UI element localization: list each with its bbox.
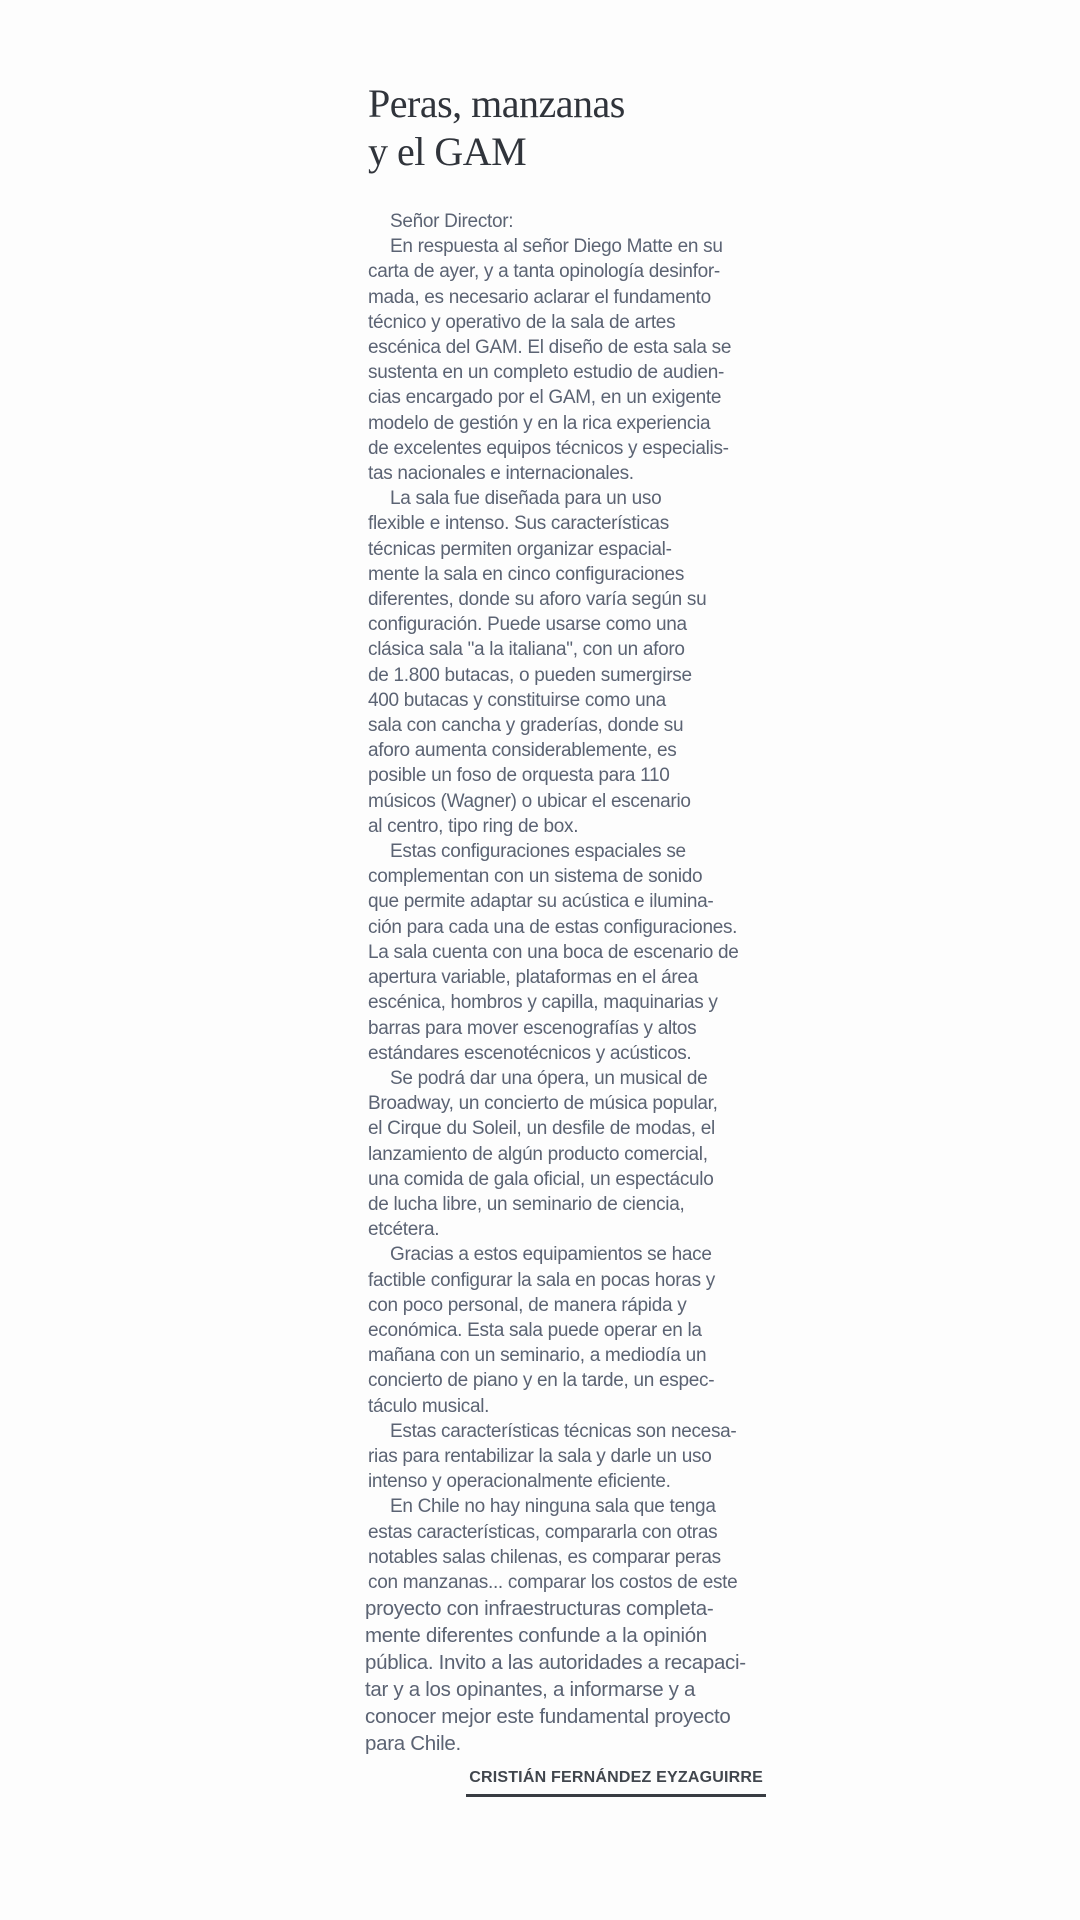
text-line: mente la sala en cinco configuraciones bbox=[368, 563, 685, 585]
text-line: al centro, tipo ring de box. bbox=[368, 815, 579, 837]
text-line: concierto de piano y en la tarde, un espec- bbox=[368, 1370, 715, 1392]
text-line: sustenta en un completo estudio de audien- bbox=[368, 362, 725, 384]
paragraph bbox=[365, 1494, 780, 1757]
text-line: diferentes, donde su aforo varía según su bbox=[368, 589, 707, 611]
text-line: aforo aumenta considerablemente, es bbox=[368, 740, 677, 762]
text-line: pública. Invito a las autoridades a recapaci- bbox=[365, 1651, 746, 1675]
text-line: La sala cuenta con una boca de escenario de bbox=[368, 941, 739, 963]
text-line: técnicas permiten organizar espacial- bbox=[368, 538, 672, 560]
text-line: tas nacionales e internacionales. bbox=[368, 463, 634, 485]
paragraph bbox=[368, 234, 780, 486]
text-line: En respuesta al señor Diego Matte en su bbox=[390, 236, 723, 258]
title-line: y el GAM bbox=[368, 129, 527, 174]
text-line: Gracias a estos equipamientos se hace bbox=[390, 1244, 712, 1266]
paragraph bbox=[368, 1242, 780, 1418]
text-line: La sala fue diseñada para un uso bbox=[390, 488, 662, 510]
text-line: Estas características técnicas son necesa- bbox=[390, 1420, 737, 1442]
text-line: de excelentes equipos técnicos y especialis- bbox=[368, 437, 729, 459]
text-line: En Chile no hay ninguna sala que tenga bbox=[390, 1496, 716, 1518]
text-line: complementan con un sistema de sonido bbox=[368, 866, 703, 888]
text-line: posible un foso de orquesta para 110 bbox=[368, 765, 670, 787]
letter-to-editor bbox=[365, 80, 780, 1797]
signature-row bbox=[368, 1764, 780, 1797]
text-line: proyecto con infraestructuras completa- bbox=[365, 1597, 714, 1621]
text-line: Estas configuraciones espaciales se bbox=[390, 841, 686, 863]
text-line: tar y a los opinantes, a informarse y a bbox=[365, 1678, 696, 1702]
text-line: con manzanas... comparar los costos de este bbox=[368, 1571, 738, 1593]
text-line: sala con cancha y graderías, donde su bbox=[368, 715, 684, 737]
text-line: táculo musical. bbox=[368, 1395, 490, 1417]
text-line: intenso y operacionalmente eficiente. bbox=[368, 1471, 671, 1493]
text-line: configuración. Puede usarse como una bbox=[368, 614, 687, 636]
text-line: para Chile. bbox=[365, 1732, 461, 1756]
text-line: clásica sala "a la italiana", con un aforo bbox=[368, 639, 685, 661]
text-line: Señor Director: bbox=[390, 211, 514, 232]
text-line: económica. Esta sala puede operar en la bbox=[368, 1319, 702, 1341]
paragraph bbox=[368, 839, 780, 1066]
text-line: estándares escenotécnicos y acústicos. bbox=[368, 1042, 692, 1064]
text-line: estas características, compararla con otras bbox=[368, 1521, 718, 1543]
text-line: modelo de gestión y en la rica experiencia bbox=[368, 412, 711, 434]
text-line: mente diferentes confunde a la opinión bbox=[365, 1624, 707, 1648]
signature: CRISTIÁN FERNÁNDEZ EYZAGUIRRE bbox=[466, 1765, 766, 1797]
text-line: músicos (Wagner) o ubicar el escenario bbox=[368, 790, 691, 812]
text-line: notables salas chilenas, es comparar peras bbox=[368, 1546, 721, 1568]
text-line: una comida de gala oficial, un espectáculo bbox=[368, 1168, 714, 1190]
text-line: ción para cada una de estas configuraciones. bbox=[368, 916, 738, 938]
text-line: escénica, hombros y capilla, maquinarias y bbox=[368, 992, 718, 1014]
text-line: factible configurar la sala en pocas horas y bbox=[368, 1269, 715, 1291]
text-line: escénica del GAM. El diseño de esta sala se bbox=[368, 337, 732, 359]
text-line: de 1.800 butacas, o pueden sumergirse bbox=[368, 664, 692, 686]
text-line: carta de ayer, y a tanta opinología desinfor- bbox=[368, 261, 720, 283]
paragraph bbox=[368, 1066, 780, 1242]
title-line: Peras, manzanas bbox=[368, 81, 625, 126]
paragraph bbox=[368, 209, 780, 234]
text-line: cias encargado por el GAM, en un exigente bbox=[368, 387, 722, 409]
paragraph bbox=[368, 1419, 780, 1495]
text-line: con poco personal, de manera rápida y bbox=[368, 1294, 687, 1316]
paragraph bbox=[368, 486, 780, 839]
text-line: 400 butacas y constituirse como una bbox=[368, 689, 666, 711]
text-line: etcétera. bbox=[368, 1219, 440, 1241]
text-line: el Cirque du Soleil, un desfile de modas, el bbox=[368, 1118, 715, 1140]
text-line: rias para rentabilizar la sala y darle un uso bbox=[368, 1445, 712, 1467]
text-line: de lucha libre, un seminario de ciencia, bbox=[368, 1193, 685, 1215]
text-line: lanzamiento de algún producto comercial, bbox=[368, 1143, 708, 1165]
text-line: mañana con un seminario, a mediodía un bbox=[368, 1345, 707, 1367]
text-line: que permite adaptar su acústica e ilumina- bbox=[368, 891, 714, 913]
article-body bbox=[365, 209, 780, 1797]
text-line: flexible e intenso. Sus características bbox=[368, 513, 669, 535]
text-line: barras para mover escenografías y altos bbox=[368, 1017, 697, 1039]
text-line: conocer mejor este fundamental proyecto bbox=[365, 1705, 731, 1729]
article-title bbox=[368, 80, 780, 176]
text-line: mada, es necesario aclarar el fundamento bbox=[368, 286, 711, 308]
text-line: Broadway, un concierto de música popular, bbox=[368, 1093, 718, 1115]
text-line: técnico y operativo de la sala de artes bbox=[368, 311, 676, 333]
text-line: Se podrá dar una ópera, un musical de bbox=[390, 1067, 708, 1089]
text-line: apertura variable, plataformas en el área bbox=[368, 967, 698, 989]
